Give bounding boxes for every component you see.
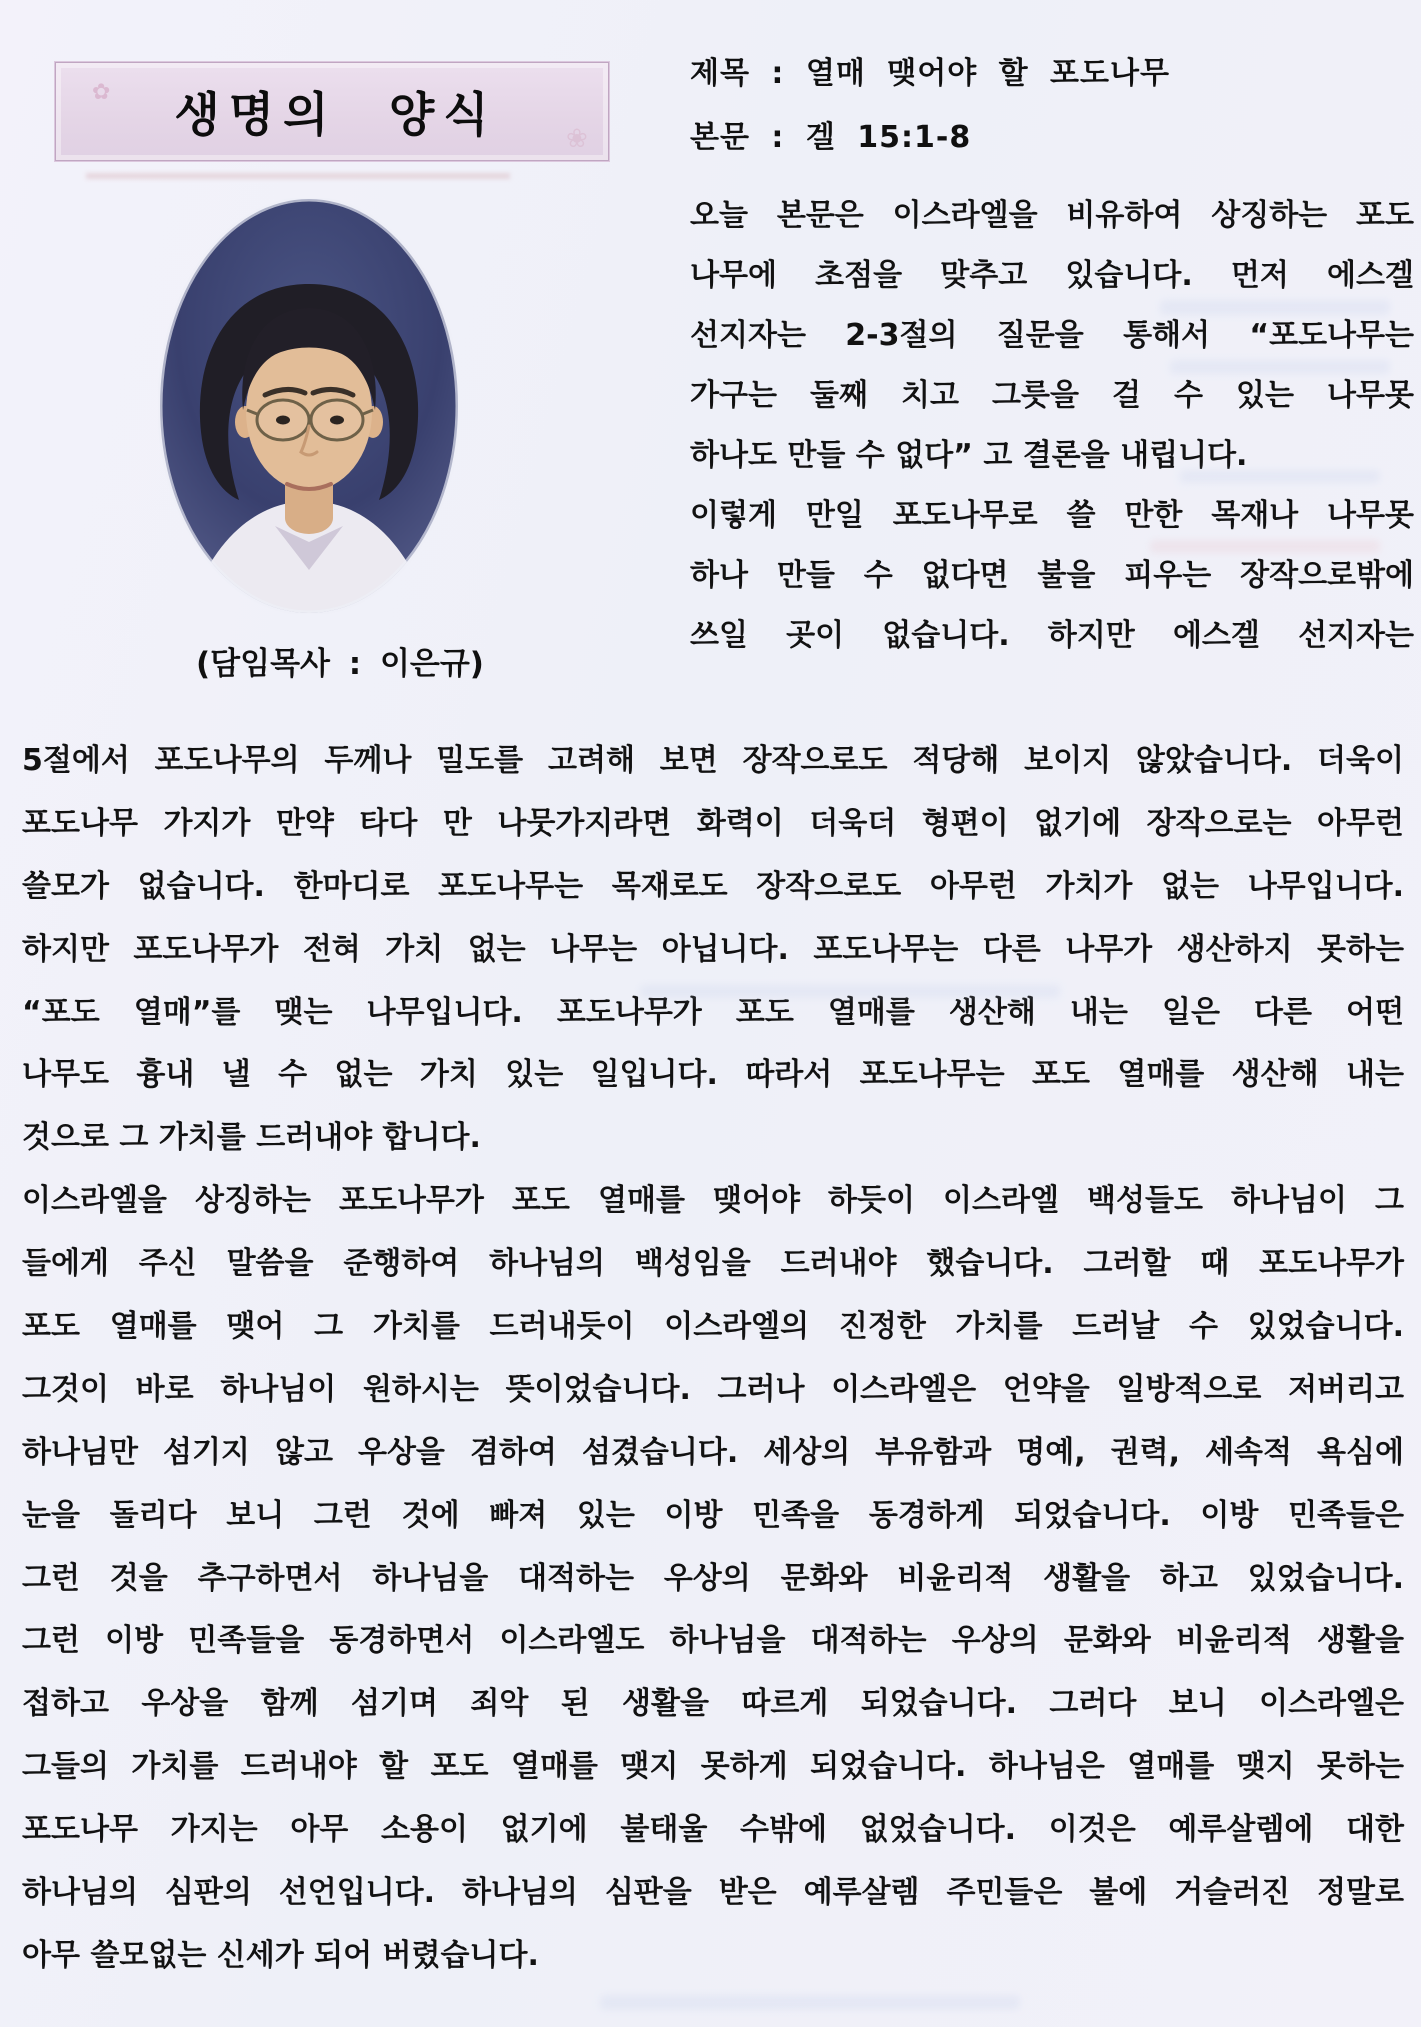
flower-decoration-icon: ❀: [566, 124, 588, 154]
scan-bleedthrough-artifact: [1170, 360, 1390, 374]
pastor-photo: [158, 198, 460, 614]
scan-bleedthrough-artifact: [600, 1995, 1021, 2010]
body-line: 하지만 포도나무가 전혀 가치 없는 나무는 아닙니다. 포도나무는 다른 나무가 생산하지 못하는: [22, 931, 1404, 967]
intro-line: 오늘 본문은 이스라엘을 비유하여 상징하는 포도: [690, 198, 1414, 233]
body-line: 이스라엘을 상징하는 포도나무가 포도 열매를 맺어야 하듯이 이스라엘 백성들도 하나님이 그: [22, 1183, 1404, 1219]
intro-line: 하나 만들 수 없다면 불을 피우는 장작으로밖에: [690, 558, 1414, 593]
body-line: 그런 이방 민족들을 동경하면서 이스라엘도 하나님을 대적하는 우상의 문화와 비윤리적 생활을: [22, 1623, 1404, 1659]
body-line: 5절에서 포도나무의 두께나 밀도를 고려해 보면 장작으로도 적당해 보이지 않았습니다. 더욱이: [22, 743, 1404, 778]
body-line: 나무도 흉내 낼 수 없는 가치 있는 일입니다. 따라서 포도나무는 포도 열매를 생산해 내는: [22, 1057, 1404, 1093]
body-line: 포도나무 가지가 만약 타다 만 나뭇가지라면 화력이 더욱더 형편이 없기에 장작으로는 아무런: [22, 805, 1404, 841]
pastor-caption: (담임목사 : 이은규): [196, 646, 484, 682]
sermon-passage-line: 본문 : 겔 15:1-8: [690, 120, 972, 155]
body-line: 눈을 돌리다 보니 그런 것에 빠져 있는 이방 민족을 동경하게 되었습니다. 이방 민족들은: [22, 1497, 1404, 1533]
body-line: 그것이 바로 하나님이 원하시는 뜻이었습니다. 그러나 이스라엘은 언약을 일방적으로 저버리고: [22, 1371, 1404, 1407]
scan-smear-artifact: [86, 173, 510, 179]
body-line: 포도나무 가지는 아무 소용이 없기에 불태울 수밖에 없었습니다. 이것은 예루살렘에 대한: [22, 1812, 1404, 1848]
intro-line: 쓰일 곳이 없습니다. 하지만 에스겔 선지자는: [690, 618, 1414, 653]
scan-bleedthrough-artifact: [640, 985, 1060, 998]
body-line: 접하고 우상을 함께 섬기며 죄악 된 생활을 따르게 되었습니다. 그러다 보니 이스라엘은: [22, 1686, 1404, 1722]
body-line: 아무 쓸모없는 신세가 되어 버렸습니다.: [22, 1937, 539, 1973]
pastor-portrait-illustration: [158, 198, 460, 614]
intro-line: 하나도 만들 수 없다” 고 결론을 내립니다.: [690, 438, 1248, 473]
sermon-subject-line: 제목 : 열매 맺어야 할 포도나무: [690, 56, 1170, 91]
body-line: 그런 것을 추구하면서 하나님을 대적하는 우상의 문화와 비윤리적 생활을 하고 있었습니다.: [22, 1560, 1404, 1596]
masthead-title-box: [55, 62, 609, 161]
scan-bleedthrough-artifact: [1160, 300, 1391, 315]
intro-line: 가구는 둘째 치고 그릇을 걸 수 있는 나무못: [690, 378, 1414, 413]
sermon-body: [22, 730, 1404, 1988]
scan-bleedthrough-artifact: [1150, 540, 1380, 553]
intro-line: 선지자는 2-3절의 질문을 통해서 “포도나무는: [690, 318, 1414, 353]
intro-line: 이렇게 만일 포도나무로 쓸 만한 목재나 나무못: [690, 498, 1414, 533]
body-line: 것으로 그 가치를 드러내야 합니다.: [22, 1120, 481, 1156]
intro-column: [690, 186, 1414, 666]
body-line: 쓸모가 없습니다. 한마디로 포도나무는 목재로도 장작으로도 아무런 가치가 없는 나무입니다.: [22, 868, 1404, 904]
body-line: 그들의 가치를 드러내야 할 포도 열매를 맺지 못하게 되었습니다. 하나님은 열매를 맺지 못하는: [22, 1749, 1404, 1785]
body-line: 들에게 주신 말씀을 준행하여 하나님의 백성임을 드러내야 했습니다. 그러할 때 포도나무가: [22, 1246, 1404, 1282]
body-line: “포도 열매”를 맺는 나무입니다. 포도나무가 포도 열매를 생산해 내는 일은 다른 어떤: [22, 994, 1404, 1030]
body-line: 하나님의 심판의 선언입니다. 하나님의 심판을 받은 예루살렘 주민들은 불에 거슬러진 정말로: [22, 1875, 1404, 1911]
masthead-title: 생명의 양식: [174, 88, 498, 143]
body-line: 하나님만 섬기지 않고 우상을 겸하여 섬겼습니다. 세상의 부유함과 명예, 권력, 세속적 욕심에: [22, 1434, 1404, 1470]
body-line: 포도 열매를 맺어 그 가치를 드러내듯이 이스라엘의 진정한 가치를 드러날 수 있었습니다.: [22, 1309, 1404, 1345]
scan-bleedthrough-artifact: [1180, 470, 1380, 483]
flower-decoration-icon: ✿: [92, 80, 111, 105]
intro-line: 나무에 초점을 맞추고 있습니다. 먼저 에스겔: [690, 258, 1414, 293]
